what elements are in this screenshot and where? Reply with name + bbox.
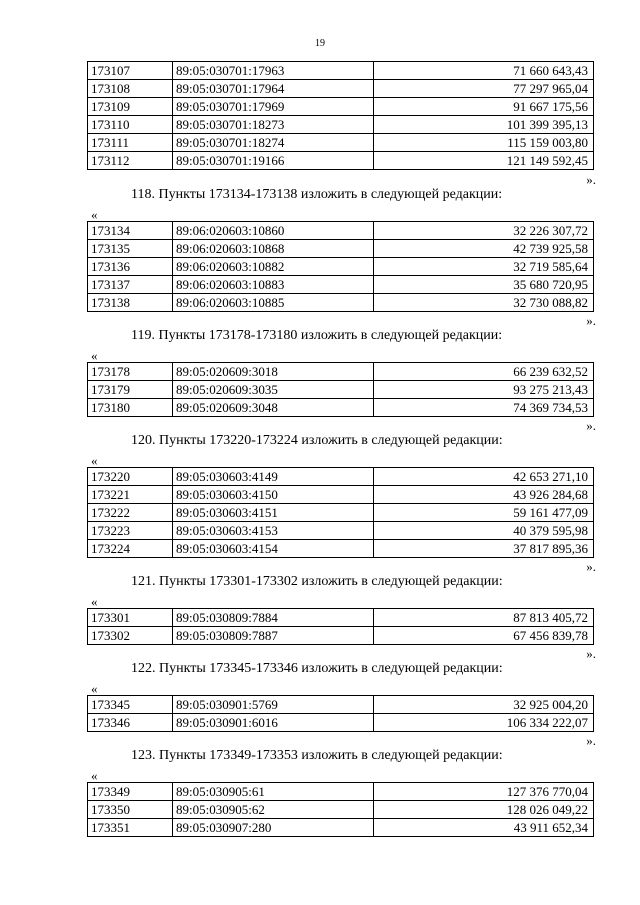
- table-row: [88, 80, 594, 98]
- table-row: [88, 468, 594, 486]
- value-cell: 43 911 652,34: [374, 819, 594, 837]
- item-number-cell: 173112: [88, 152, 173, 170]
- item-number-cell: 173111: [88, 134, 173, 152]
- table-row: [88, 294, 594, 312]
- item-number-cell: 173108: [88, 80, 173, 98]
- value-cell: 127 376 770,04: [374, 783, 594, 801]
- table-row: [88, 819, 594, 837]
- item-number-cell: 173135: [88, 240, 173, 258]
- data-table: [87, 608, 594, 645]
- table-row: [88, 222, 594, 240]
- item-number-cell: 173223: [88, 522, 173, 540]
- item-number-cell: 173351: [88, 819, 173, 837]
- value-cell: 35 680 720,95: [374, 276, 594, 294]
- cadastral-number-cell: 89:06:020603:10868: [173, 240, 374, 258]
- item-number-cell: 173107: [88, 62, 173, 80]
- table-row: [88, 504, 594, 522]
- close-quote: ».: [586, 646, 596, 661]
- table-row: [88, 783, 594, 801]
- cadastral-number-cell: 89:06:020603:10883: [173, 276, 374, 294]
- data-table: [87, 362, 594, 417]
- item-number-cell: 173221: [88, 486, 173, 504]
- cadastral-number-cell: 89:05:020609:3048: [173, 399, 374, 417]
- cadastral-number-cell: 89:05:030905:61: [173, 783, 374, 801]
- item-number-cell: 173346: [88, 714, 173, 732]
- item-number-cell: 173178: [88, 363, 173, 381]
- close-quote: ».: [586, 313, 596, 328]
- open-quote: «: [91, 207, 98, 222]
- item-number-cell: 173302: [88, 627, 173, 645]
- table-row: [88, 363, 594, 381]
- cadastral-number-cell: 89:06:020603:10885: [173, 294, 374, 312]
- close-quote: ».: [586, 733, 596, 748]
- cadastral-number-cell: 89:05:030603:4153: [173, 522, 374, 540]
- value-cell: 32 719 585,64: [374, 258, 594, 276]
- section-heading: 120. Пункты 173220-173224 изложить в следующей редакции:: [131, 433, 503, 448]
- value-cell: 43 926 284,68: [374, 486, 594, 504]
- value-cell: 37 817 895,36: [374, 540, 594, 558]
- item-number-cell: 173345: [88, 696, 173, 714]
- value-cell: 91 667 175,56: [374, 98, 594, 116]
- section-heading: 123. Пункты 173349-173353 изложить в следующей редакции:: [131, 748, 503, 763]
- value-cell: 101 399 395,13: [374, 116, 594, 134]
- cadastral-number-cell: 89:05:030905:62: [173, 801, 374, 819]
- open-quote: «: [91, 348, 98, 363]
- cadastral-number-cell: 89:05:030603:4154: [173, 540, 374, 558]
- data-table: [87, 782, 594, 837]
- value-cell: 32 226 307,72: [374, 222, 594, 240]
- value-cell: 40 379 595,98: [374, 522, 594, 540]
- value-cell: 106 334 222,07: [374, 714, 594, 732]
- data-table: [87, 61, 594, 170]
- item-number-cell: 173179: [88, 381, 173, 399]
- value-cell: 71 660 643,43: [374, 62, 594, 80]
- item-number-cell: 173110: [88, 116, 173, 134]
- cadastral-number-cell: 89:05:030603:4151: [173, 504, 374, 522]
- cadastral-number-cell: 89:05:030701:17969: [173, 98, 374, 116]
- value-cell: 77 297 965,04: [374, 80, 594, 98]
- cadastral-number-cell: 89:05:030701:19166: [173, 152, 374, 170]
- cadastral-number-cell: 89:05:030701:17964: [173, 80, 374, 98]
- table-row: [88, 276, 594, 294]
- table-row: [88, 98, 594, 116]
- open-quote: «: [91, 681, 98, 696]
- table-row: [88, 801, 594, 819]
- close-quote: ».: [586, 172, 596, 187]
- value-cell: 67 456 839,78: [374, 627, 594, 645]
- table-row: [88, 522, 594, 540]
- value-cell: 59 161 477,09: [374, 504, 594, 522]
- value-cell: 32 925 004,20: [374, 696, 594, 714]
- item-number-cell: 173220: [88, 468, 173, 486]
- table-row: [88, 381, 594, 399]
- table-row: [88, 714, 594, 732]
- value-cell: 42 739 925,58: [374, 240, 594, 258]
- item-number-cell: 173134: [88, 222, 173, 240]
- table-row: [88, 116, 594, 134]
- item-number-cell: 173137: [88, 276, 173, 294]
- value-cell: 66 239 632,52: [374, 363, 594, 381]
- item-number-cell: 173109: [88, 98, 173, 116]
- table-row: [88, 152, 594, 170]
- close-quote: ».: [586, 559, 596, 574]
- table-row: [88, 696, 594, 714]
- value-cell: 74 369 734,53: [374, 399, 594, 417]
- item-number-cell: 173180: [88, 399, 173, 417]
- open-quote: «: [91, 453, 98, 468]
- open-quote: «: [91, 768, 98, 783]
- value-cell: 87 813 405,72: [374, 609, 594, 627]
- table-row: [88, 627, 594, 645]
- cadastral-number-cell: 89:05:030603:4150: [173, 486, 374, 504]
- table-row: [88, 62, 594, 80]
- close-quote: ».: [586, 418, 596, 433]
- cadastral-number-cell: 89:05:030701:18274: [173, 134, 374, 152]
- cadastral-number-cell: 89:06:020603:10860: [173, 222, 374, 240]
- value-cell: 32 730 088,82: [374, 294, 594, 312]
- cadastral-number-cell: 89:05:030901:6016: [173, 714, 374, 732]
- value-cell: 42 653 271,10: [374, 468, 594, 486]
- open-quote: «: [91, 594, 98, 609]
- table-row: [88, 240, 594, 258]
- cadastral-number-cell: 89:05:030701:18273: [173, 116, 374, 134]
- item-number-cell: 173222: [88, 504, 173, 522]
- data-table: [87, 467, 594, 558]
- section-heading: 118. Пункты 173134-173138 изложить в следующей редакции:: [131, 187, 503, 202]
- table-row: [88, 399, 594, 417]
- value-cell: 128 026 049,22: [374, 801, 594, 819]
- section-heading: 121. Пункты 173301-173302 изложить в следующей редакции:: [131, 574, 503, 589]
- item-number-cell: 173224: [88, 540, 173, 558]
- item-number-cell: 173138: [88, 294, 173, 312]
- data-table: [87, 221, 594, 312]
- section-heading: 122. Пункты 173345-173346 изложить в следующей редакции:: [131, 661, 503, 676]
- value-cell: 115 159 003,80: [374, 134, 594, 152]
- cadastral-number-cell: 89:06:020603:10882: [173, 258, 374, 276]
- page-number: 19: [315, 38, 325, 49]
- cadastral-number-cell: 89:05:030701:17963: [173, 62, 374, 80]
- table-row: [88, 258, 594, 276]
- value-cell: 93 275 213,43: [374, 381, 594, 399]
- table-row: [88, 134, 594, 152]
- table-row: [88, 609, 594, 627]
- item-number-cell: 173136: [88, 258, 173, 276]
- item-number-cell: 173350: [88, 801, 173, 819]
- cadastral-number-cell: 89:05:030603:4149: [173, 468, 374, 486]
- data-table: [87, 695, 594, 732]
- cadastral-number-cell: 89:05:020609:3035: [173, 381, 374, 399]
- cadastral-number-cell: 89:05:030809:7887: [173, 627, 374, 645]
- table-row: [88, 540, 594, 558]
- cadastral-number-cell: 89:05:020609:3018: [173, 363, 374, 381]
- table-row: [88, 486, 594, 504]
- cadastral-number-cell: 89:05:030809:7884: [173, 609, 374, 627]
- cadastral-number-cell: 89:05:030901:5769: [173, 696, 374, 714]
- section-heading: 119. Пункты 173178-173180 изложить в следующей редакции:: [131, 328, 503, 343]
- cadastral-number-cell: 89:05:030907:280: [173, 819, 374, 837]
- item-number-cell: 173349: [88, 783, 173, 801]
- item-number-cell: 173301: [88, 609, 173, 627]
- value-cell: 121 149 592,45: [374, 152, 594, 170]
